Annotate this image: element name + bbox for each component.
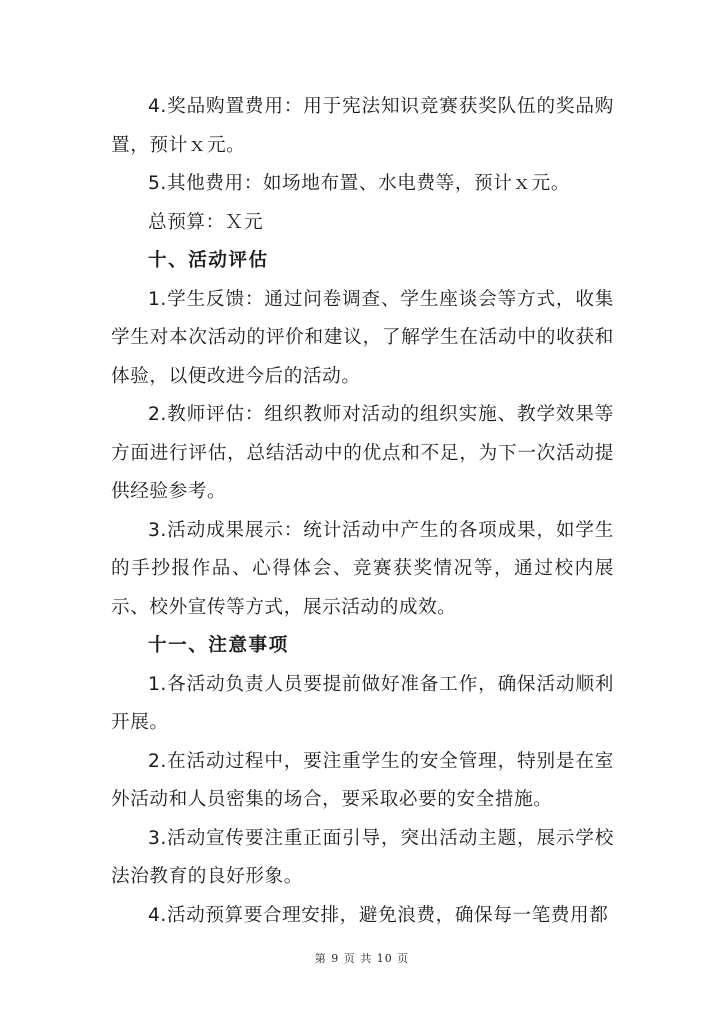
paragraph-total-budget: 总预算：Ｘ元: [148, 211, 264, 233]
paragraph-note-preparation: 1.各活动负责人员要提前做好准备工作，确保活动顺利开展。: [111, 673, 614, 733]
heading-evaluation: 十、活动评估: [148, 250, 269, 271]
paragraph-results-display: 3.活动成果展示：统计活动中产生的各项成果，如学生的手抄报作品、心得体会、竞赛获奖情况等，通过校内展示、校外宣传等方式，展示活动的成效。: [111, 519, 614, 618]
document-body: [111, 88, 614, 935]
paragraph-student-feedback: 1.学生反馈：通过问卷调查、学生座谈会等方式，收集学生对本次活动的评价和建议，了解学生在活动中的收获和体验，以便改进今后的活动。: [111, 288, 614, 387]
paragraph-note-publicity: 3.活动宣传要注重正面引导，突出活动主题，展示学校法治教育的良好形象。: [111, 827, 614, 887]
paragraph-other-cost: 5.其他费用：如场地布置、水电费等，预计ｘ元。: [148, 173, 571, 194]
page-number-footer: 第 9 页 共 10 页: [314, 952, 410, 965]
paragraph-note-safety: 2.在活动过程中，要注重学生的安全管理，特别是在室外活动和人员密集的场合，要采取必要的安全措施。: [111, 750, 614, 810]
paragraph-prize-cost: 4.奖品购置费用：用于宪法知识竞赛获奖队伍的奖品购置，预计ｘ元。: [111, 96, 614, 156]
paragraph-note-budget: 4.活动预算要合理安排，避免浪费，确保每一笔费用都: [148, 904, 609, 926]
heading-notes: 十一、注意事项: [148, 635, 289, 656]
paragraph-teacher-evaluation: 2.教师评估：组织教师对活动的组织实施、教学效果等方面进行评估，总结活动中的优点和不足，为下一次活动提供经验参考。: [111, 404, 614, 502]
